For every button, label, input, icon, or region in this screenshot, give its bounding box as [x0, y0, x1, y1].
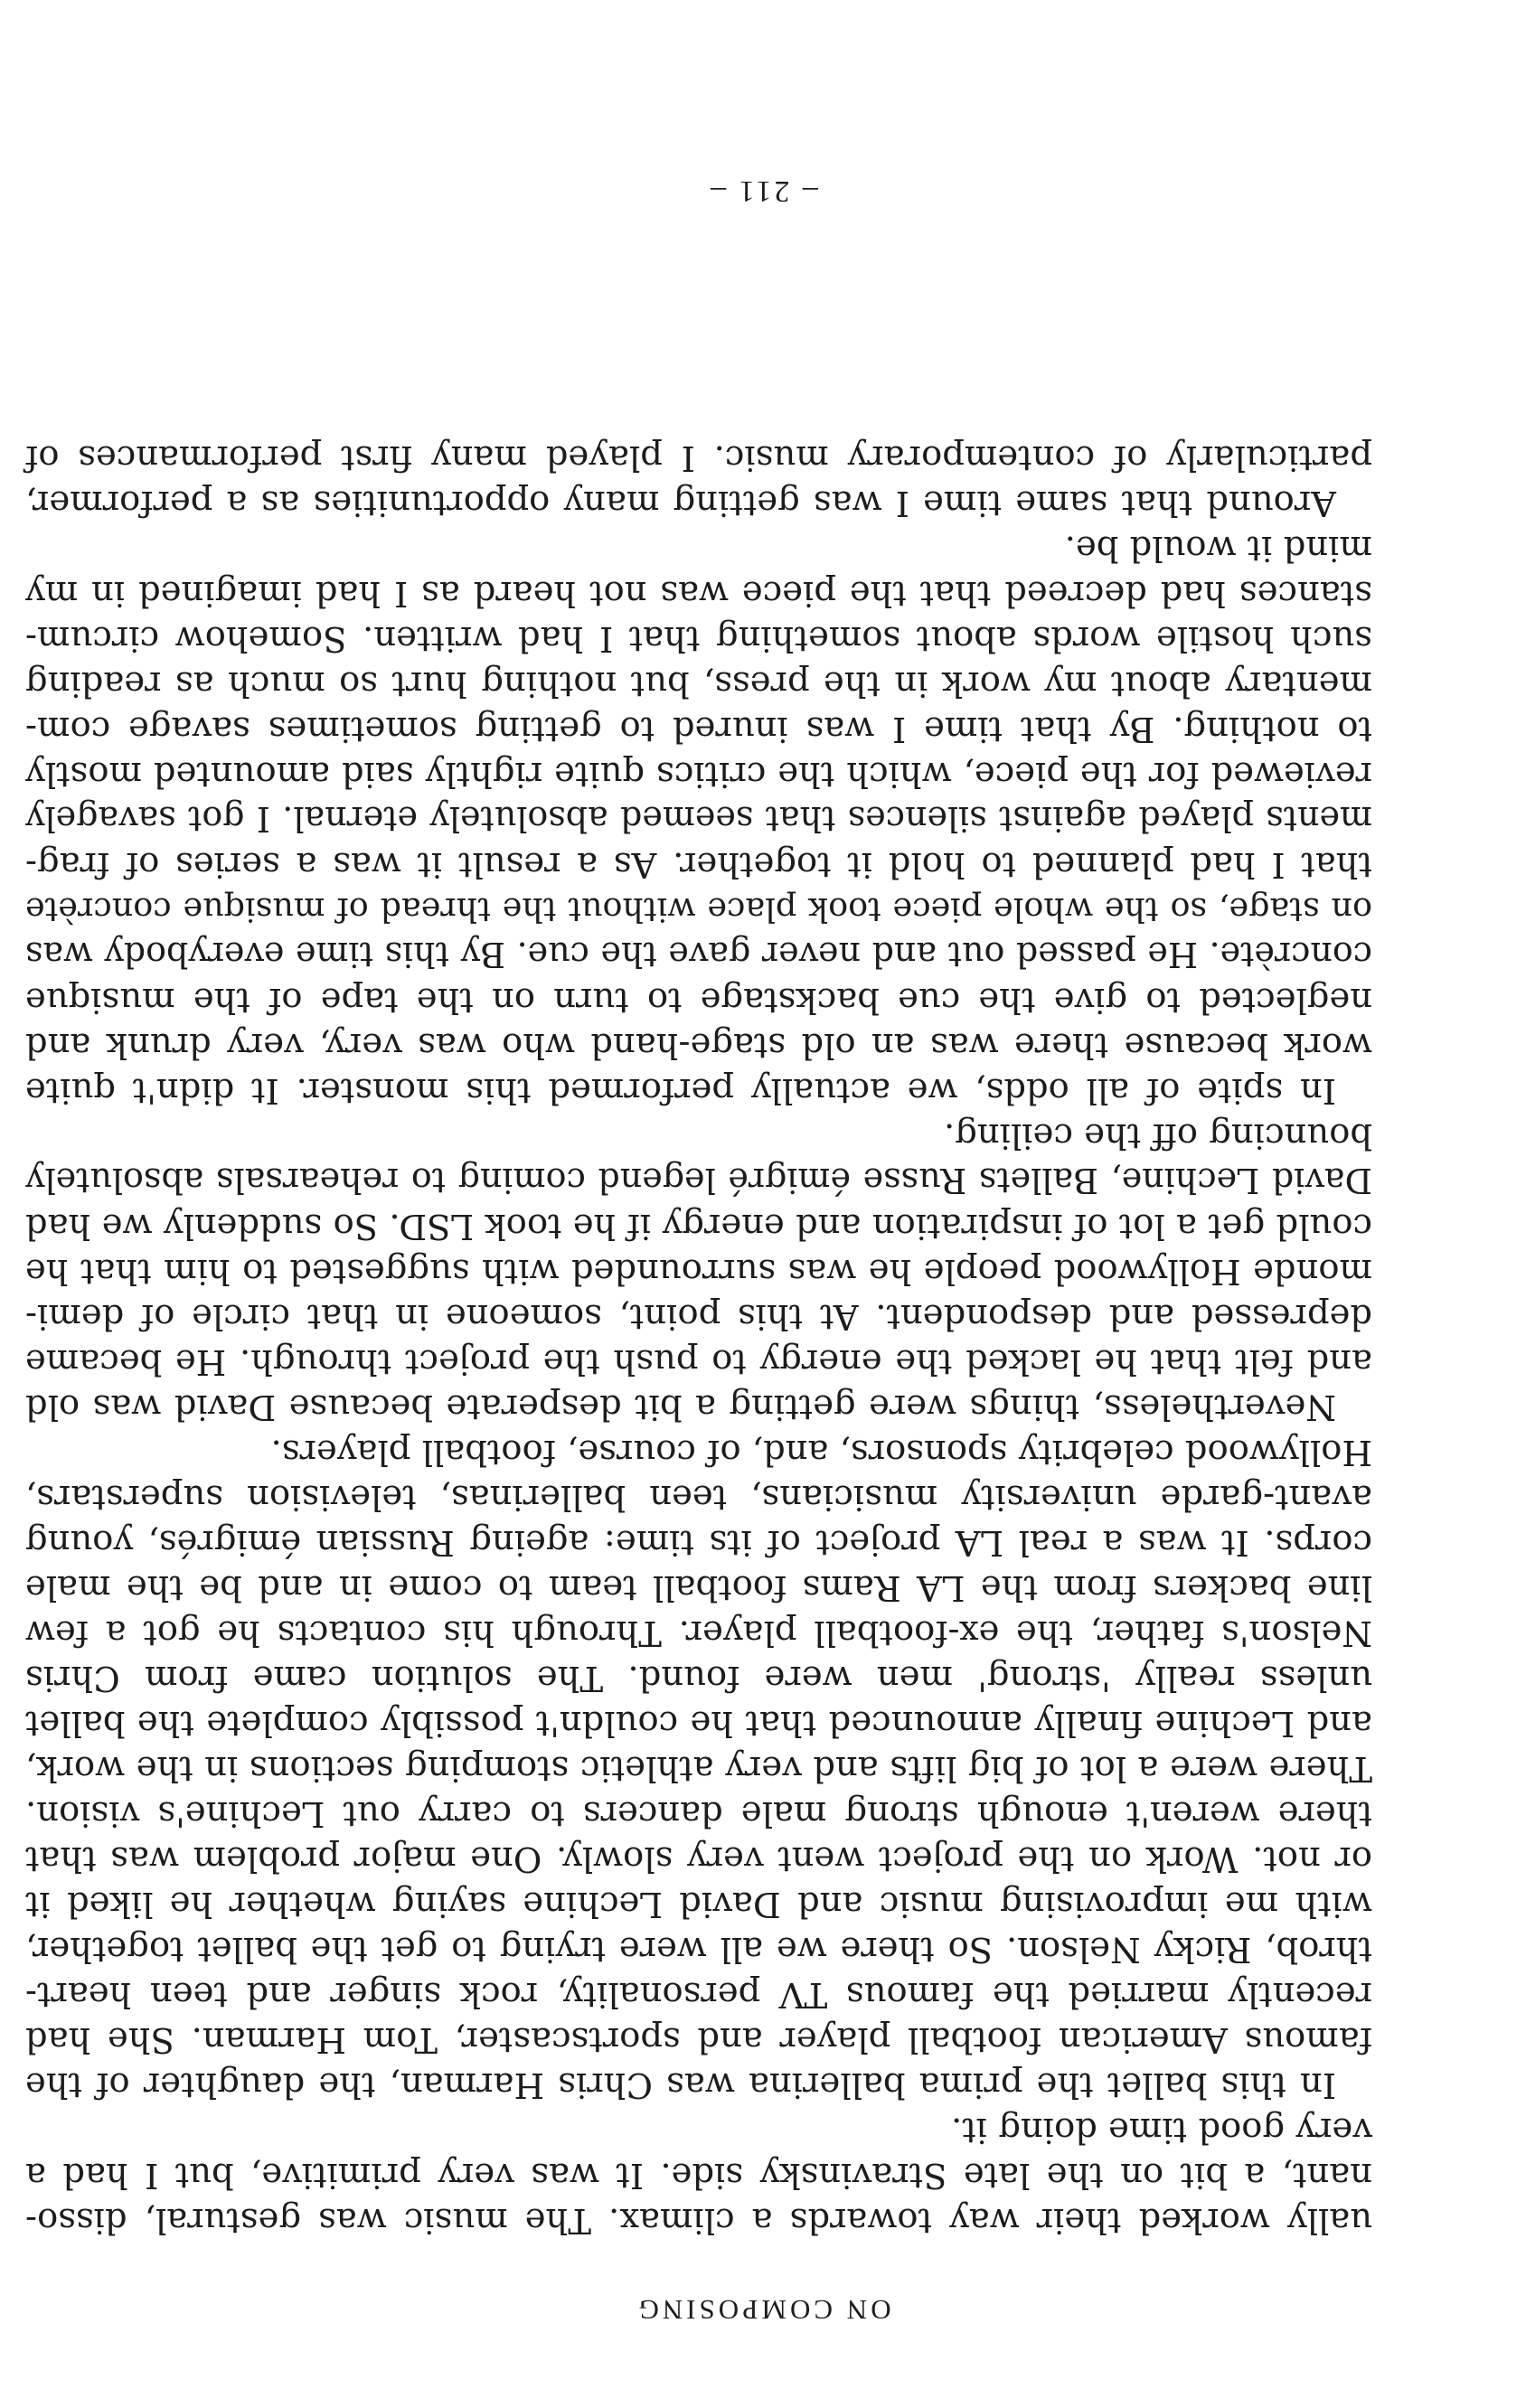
text-line: could get a lot of inspiration and energy if he took LSD. So suddenly we had [25, 1206, 1372, 1246]
text-line: bouncing off the ceiling. [944, 1115, 1372, 1156]
text-line: There were a lot of big lifts and very athletic stomping sections in the work, [25, 1748, 1372, 1789]
text-line: monde Hollywood people he was surrounded with suggested to him that he [25, 1251, 1372, 1292]
text-line: work because there was an old stage-hand who was very, very drunk and [25, 1025, 1372, 1066]
text-line: with me improvising music and David Lechine saying whether he liked it [25, 1884, 1372, 1924]
text-line: to nothing. By that time I was inured to getting sometimes savage com- [25, 709, 1372, 749]
text-line: famous American football player and sportscaster, Tom Harman. She had [25, 2019, 1372, 2060]
text-line: recently married the famous TV personality, rock singer and teen heart- [25, 1974, 1372, 2015]
text-line: particularly of contemporary music. I played many first performances of [25, 437, 1372, 478]
text-line: on stage, so the whole piece took place without the thread of musique concrète [25, 890, 1372, 929]
text-line: mind it would be. [1064, 528, 1372, 569]
text-line: Hollywood celebrity sponsors, and, of course, football players. [270, 1432, 1372, 1472]
page-number: – 211 – [708, 174, 818, 208]
text-line: In this ballet the prima ballerina was Chris Harman, the daughter of the [25, 2065, 1336, 2105]
text-line: stances had decreed that the piece was not heard as I had imagined in my [25, 573, 1372, 614]
text-line: that I had planned to hold it together. As a result it was a series of frag- [25, 844, 1372, 885]
text-line: mentary about my work in the press, but nothing hurt so much as reading [25, 663, 1372, 704]
text-line: depressed and despondent. At this point, someone in that circle of demi- [25, 1296, 1372, 1337]
running-header: ON COMPOSING [635, 2294, 891, 2326]
text-line: unless really 'strong' men were found. The solution came from Chris [25, 1658, 1372, 1698]
text-line: line backers from the LA Rams football team to come in and be the male [25, 1567, 1372, 1608]
text-line: and Lechine finally announced that he couldn't possibly complete the ballet [25, 1703, 1372, 1744]
text-line: such hostile words about something that I had written. Somehow circum- [25, 618, 1372, 659]
text-line: neglected to give the cue backstage to turn on the tape of the musique [25, 980, 1372, 1021]
text-line: David Lechine, Ballets Russe émigré legend coming to rehearsals absolutely [25, 1161, 1372, 1200]
text-line: avant-garde university musicians, teen ballerinas, television superstars, [25, 1477, 1372, 1518]
text-line: ments played against silences that seemed absolutely eternal. I got savagely [25, 799, 1372, 839]
text-line: Nelson's father, the ex-football player. Through his contacts he got a few [25, 1613, 1372, 1653]
text-line: nant, a bit on the late Stravinsky side. It was very primitive, but I had a [25, 2155, 1372, 2196]
text-line: there weren't enough strong male dancers to carry out Lechine's vision. [25, 1793, 1372, 1834]
text-line: or not. Work on the project went very slowly. One major problem was that [25, 1839, 1372, 1879]
text-line: concrète. He passed out and never gave the cue. By this time everybody was [25, 935, 1372, 974]
text-line: corps. It was a real LA project of its time: ageing Russian émigrés, young [25, 1522, 1372, 1563]
text-line: reviewed for the piece, which the critics quite rightly said amounted mostly [25, 754, 1372, 795]
text-line: very good time doing it. [951, 2110, 1372, 2150]
text-line: throb, Ricky Nelson. So there we all were trying to get the ballet together, [25, 1929, 1372, 1970]
text-line: and felt that he lacked the energy to push the project through. He became [25, 1341, 1372, 1382]
text-line: ually worked their way towards a climax. The music was gestural, disso- [25, 2200, 1372, 2241]
text-line: In spite of all odds, we actually performed this monster. It didn't quite [25, 1070, 1336, 1111]
body-text [25, 435, 1372, 2243]
text-line: Nevertheless, things were getting a bit desperate because David was old [25, 1387, 1336, 1427]
text-line: Around that same time I was getting many opportunities as a performer, [25, 483, 1336, 523]
